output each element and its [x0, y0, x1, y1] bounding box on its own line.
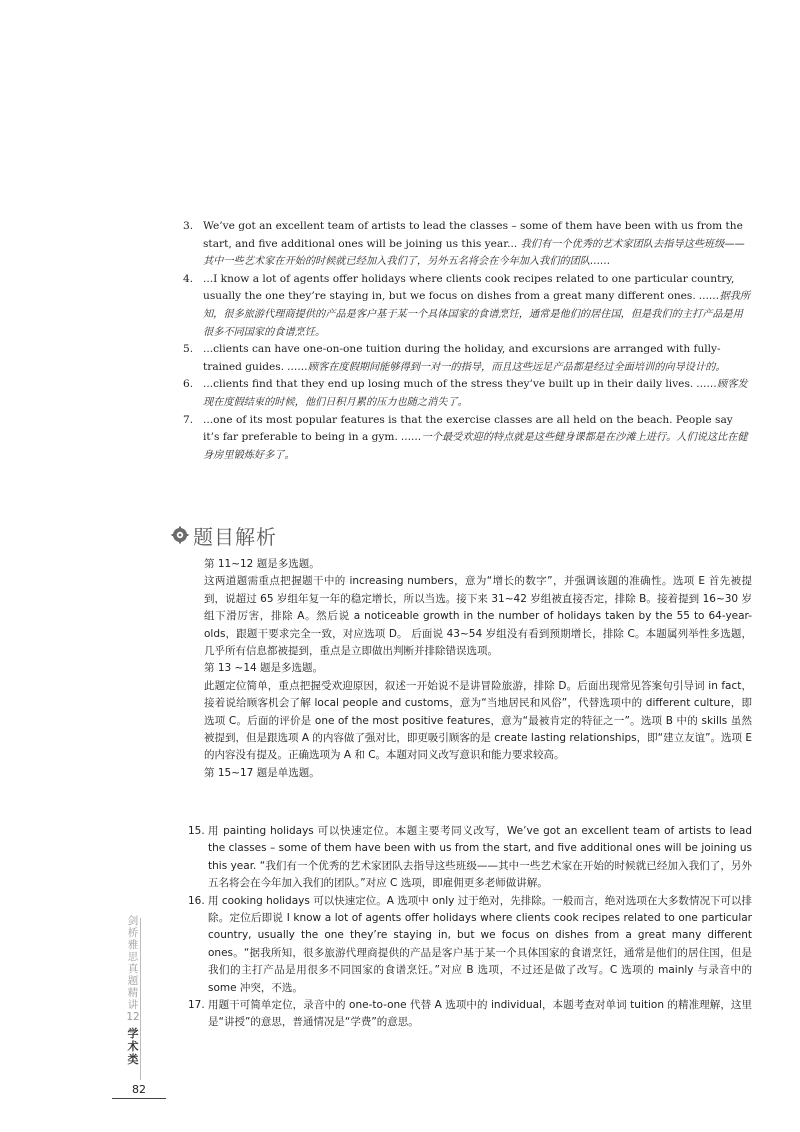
english-sentence: ...I know a lot of agents offer holidays where clients cook recipes related to one particular country, usually the one they’re staying in, but we focus on dishes from a great many different ones. — [203, 272, 735, 303]
question-item — [188, 893, 752, 997]
book-series-label: 剑 桥 雅 思 真 题 精 讲 12 — [126, 915, 140, 1023]
question-item — [188, 823, 752, 893]
subheading: 第 13 ~14 题是多选题。 — [204, 662, 324, 675]
question-number: 16. — [188, 894, 205, 907]
chinese-translation: ……顾客发现在度假结束的时候，他们日积月累的压力也随之消失了。 — [203, 379, 748, 408]
analysis-paragraph: 这两道题需重点把握题干中的 increasing numbers，意为“增长的数字”，并强调该题的准确性。选项 E 首先被提到，说超过 65 岁组年复一年的稳定增长，所以当选。接下来 31~42 岁组被直接否定，排除 B。接着提到 16~30 岁组下滑厉害，排除 A。然后说 a noticeable growth in the number of holidays taken by the 55 to 64-year-olds，跟题干要求完全一致，对应选项 D。 后面说 43~54 岁组没有看到预期增长，排除 C。本题属列举性多选题，几乎所有信息都被提到，重点是立即做出判断并排除错误选项。 — [204, 575, 752, 658]
question-number: 15. — [188, 825, 205, 837]
section-heading — [171, 522, 277, 548]
english-sentence: ...clients find that they end up losing much of the stress they’ve built up in their daily lives. — [203, 378, 694, 391]
item-number: 6. — [183, 378, 194, 391]
transcript-item — [183, 271, 751, 341]
question-explanation: 用题干可简单定位，录音中的 one-to-one 代替 A 选项中的 individual，本题考查对单词 tuition 的精准理解，这里是“讲授”的意思，普通情况是“学费”的意思。 — [208, 999, 752, 1029]
transcript-list — [183, 218, 751, 464]
subheading: 第 11~12 题是多选题。 — [204, 558, 320, 570]
item-number: 5. — [183, 343, 194, 356]
analysis-body — [204, 556, 752, 782]
section-title: 题目解析 — [193, 524, 277, 549]
item-number: 4. — [183, 272, 194, 285]
brain-gear-icon — [171, 526, 189, 544]
item-number: 7. — [183, 413, 194, 426]
item-number: 3. — [183, 220, 194, 232]
english-sentence: ...one of its most popular features is that the exercise classes are all held on the beach. People say it’s far preferable to being in a gym. — [203, 413, 733, 444]
analysis-paragraph: 此题定位简单，重点把握受欢迎原因，叙述一开始说不是讲冒险旅游，排除 D。后面出现常见答案句引导词 in fact，接着说给顾客机会了解 local people and customs，意为“当地居民和风俗”，代替选项中的 different culture，即选项 C。后面的评价是 one of the most positive features，意为“最被肯定的特征之一”。选项 B 中的 skills 虽然被提到，但是跟选项 A 的内容做了强对比，即更吸引顾客的是 create lasting relationships，即“建立友谊”。选项 E 的内容没有提及。正确选项为 A 和 C。本题对同义改写意识和能力要求较高。 — [204, 679, 752, 762]
question-analysis-list — [188, 823, 752, 1032]
chinese-translation: ……顾客在度假期间能够得到一对一的指导，而且这些远足产品都是经过全面培训的向导设计的。 — [287, 361, 726, 373]
subheading: 第 15~17 题是单选题。 — [204, 766, 320, 779]
chinese-translation: ……一个最受欢迎的特点就是这些健身课都是在沙滩上进行。人们说这比在健身房里锻炼好多了。 — [203, 432, 748, 461]
transcript-item — [183, 218, 751, 271]
chinese-translation: 我们有一个优秀的艺术家团队去指导这些班级——其中一些艺术家在开始的时候就已经加入我们了，另外五名将会在今年加入我们的团队…… — [203, 238, 745, 268]
chinese-translation: ……据我所知，很多旅游代理商提供的产品是客户基于某一个具体国家的食谱烹饪，通常是他们的居住国，但是我们的主打产品是用很多不同国家的食谱烹饪。 — [203, 291, 751, 338]
english-sentence: We’ve got an excellent team of artists to lead the classes – some of them have been with us from the start, and five additional ones will be joining us this year... — [203, 220, 743, 250]
transcript-item — [183, 376, 751, 411]
question-item — [188, 997, 752, 1032]
transcript-item — [183, 412, 751, 465]
transcript-item — [183, 341, 751, 376]
footer-rule — [112, 1098, 166, 1099]
question-explanation: 用 cooking holidays 可以快速定位。A 选项中 only 过于绝对，先排除。一般而言，绝对选项在大多数情况下可以排除。定位后即说 I know a lot of agents offer holidays where clients cook recipes related to one particular country, usually the one they’re staying in, but we focus on dishes from a great many different ones。“据我所知，很多旅游代理商提供的产品是客户基于某一个具体国家的食谱烹饪，通常是他们的居住国，但是我们的主打产品是用很多不同国家的食谱烹饪。”对应 B 选项，不过还是做了改写。C 选项的 mainly 与录音中的 some 冲突，不选。 — [208, 894, 752, 994]
question-number: 17. — [188, 999, 205, 1012]
page-number: 82 — [132, 1083, 146, 1096]
english-sentence: ...clients can have one-on-one tuition during the holiday, and excursions are arranged with fully-trained guides. — [203, 343, 721, 373]
category-label: 学 术 类 — [127, 1027, 139, 1066]
question-explanation: 用 painting holidays 可以快速定位。本题主要考同义改写，We’ve got an excellent team of artists to lead the classes – some of them have been with us from the start, and five additional ones will be joining us this year. “我们有一个优秀的艺术家团队去指导这些班级——其中一些艺术家在开始的时候就已经加入我们了，另外五名将会在今年加入我们的团队。”对应 C 选项，即雇佣更多老师做讲解。 — [208, 825, 752, 890]
side-book-label — [120, 915, 146, 1066]
